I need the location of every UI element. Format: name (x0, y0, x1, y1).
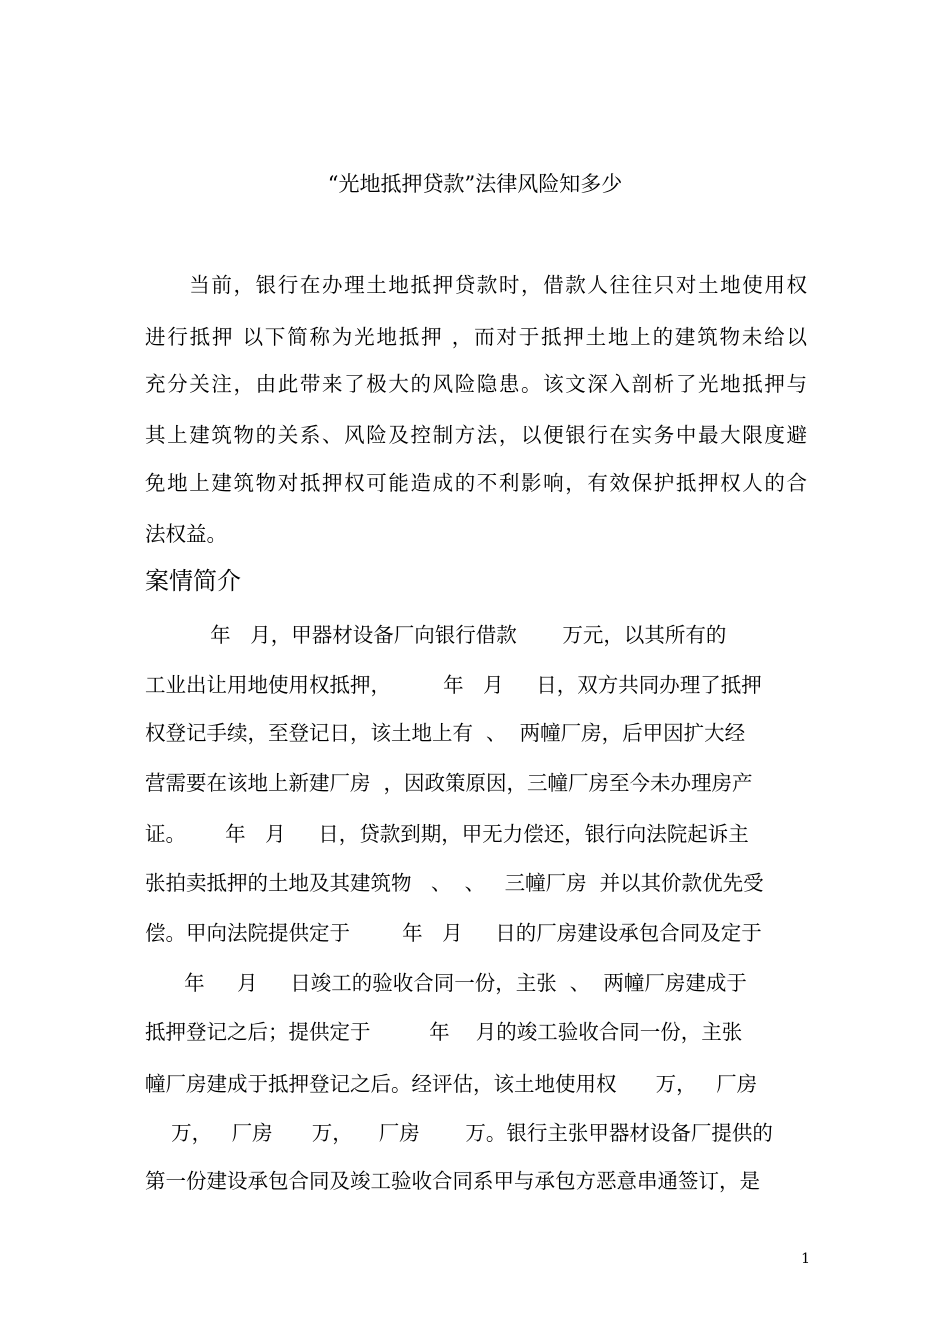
body-line: 第一份建设承包合同及竣工验收合同系甲与承包方恶意串通签订，是 (145, 1169, 760, 1193)
body-line: 权登记手续，至登记日，该土地上有 、 两幢厂房，后甲因扩大经 (145, 721, 746, 745)
abstract-line: 免地上建筑物对抵押权可能造成的不利影响，有效保护抵押权人的合 (145, 471, 807, 495)
abstract-line: 其上建筑物的关系、风险及控制方法，以便银行在实务中最大限度避 (145, 423, 807, 447)
document-title: “光地抵押贷款”法律风险知多少 (327, 172, 623, 196)
abstract-line: 充分关注，由此带来了极大的风险隐患。该文深入剖析了光地抵押与 (145, 372, 807, 396)
body-line: 工业出让用地使用权抵押， 年 月 日，双方共同办理了抵押 (145, 673, 762, 697)
page-number: 1 (801, 1251, 810, 1267)
body-line: 年 月 日竣工的验收合同一份，主张 、 两幢厂房建成于 (145, 971, 747, 995)
body-line: 偿。甲向法院提供定于 年 月 日的厂房建设承包合同及定于 (145, 921, 762, 945)
body-line: 年 月，甲器材设备厂向银行借款 万元，以其所有的 (145, 623, 727, 647)
body-line: 抵押登记之后；提供定于 年 月的竣工验收合同一份，主张 (145, 1020, 743, 1044)
body-line: 营需要在该地上新建厂房 ，因政策原因，三幢厂房至今未办理房产 (145, 771, 753, 795)
section-heading: 案情简介 (145, 567, 241, 595)
body-line: 证。 年 月 日，贷款到期，甲无力偿还，银行向法院起诉主 (145, 822, 749, 846)
abstract-line: 当前，银行在办理土地抵押贷款时，借款人往往只对土地使用权 (145, 273, 807, 297)
body-line: 万， 厂房 万， 厂房 万。银行主张甲器材设备厂提供的 (145, 1121, 773, 1145)
abstract-line: 法权益。 (145, 522, 227, 546)
body-line: 幢厂房建成于抵押登记之后。经评估，该土地使用权 万， 厂房 (145, 1072, 758, 1096)
body-line: 张拍卖抵押的土地及其建筑物 、 、 三幢厂房 并以其价款优先受 (145, 871, 764, 895)
abstract-line: 进行抵押 以下简称为光地抵押 ，而对于抵押土地上的建筑物未给以 (145, 325, 807, 349)
